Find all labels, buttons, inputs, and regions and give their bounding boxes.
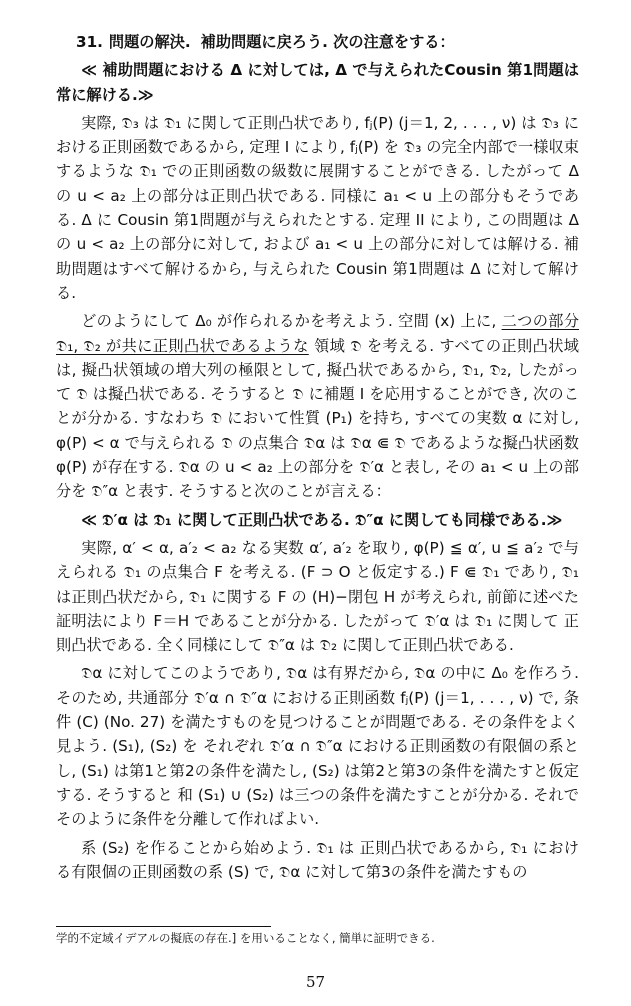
section-title: 問題の解決. [108, 33, 191, 51]
paragraph-text: どのようにして Δ₀ が作られるかを考えよう. 空間 (x) 上に, [81, 312, 502, 331]
paragraph-text: 領域 𝔇 を考える. すべての正則凸状域は, 擬凸状領域の増大列の極限として, 擬凸状であるから, 𝔇₁, 𝔇₂, したがって 𝔇 は擬凸状である. そうすると 𝔇 に補題 I を応用することができ, 次のことが分かる. すなわち 𝔇 において性質 (P₁) を持ち, すべての実数 α に対し, φ(P) < α で与えられる 𝔇 の点集合 𝔇α は 𝔇α ⋐ 𝔇 であるような擬凸状函数 φ(P) が存在する. 𝔇α の u < a₂ 上の部分を 𝔇′α と表し, その a₁ < u 上の部分を 𝔇″α と表す. そうすると次のことが言える： [56, 336, 579, 501]
underlined-phrase: 二つの部分 𝔇₁, 𝔇₂ が共に正則凸状であるような [56, 312, 580, 355]
section-subtitle: 補助問題に戻ろう. 次の注意をする： [200, 33, 455, 51]
page-number: 57 [305, 973, 326, 991]
claim-paragraph: ≪ 𝔇′α は 𝔇₁ に関して正則凸状である. 𝔇″α に関しても同様である.≫ [81, 510, 563, 529]
body-paragraph: 𝔇α に対してこのようであり, 𝔇α は有界だから, 𝔇α の中に Δ₀ を作ろう. そのため, 共通部分 𝔇′α ∩ 𝔇″α における正則函数 fⱼ(P) (j＝1, . . . , ν) で, 条件 (C) (No. 27) を満たすものを見つけることが問題である. その条件をよく見よう. (S₁), (S₂) を それぞれ 𝔇′α ∩ 𝔇″α における正則函数の有限個の系とし, (S₁) は第1と第2の条件を満たし, (S₂) は第2と第3の条件を満たすと仮定する. そうすると 和 (S₁) ∪ (S₂) は三つの条件を満たすことが分かる. それでそのように条件を分離して作ればよい. [56, 664, 579, 829]
section-number: 31. [76, 33, 103, 51]
footnote: 学的不定域イデアルの擬底の存在.] を用いることなく, 簡単に証明できる. [56, 931, 435, 945]
body-paragraph [56, 309, 579, 503]
body-paragraph: 系 (S₂) を作ることから始めよう. 𝔇₁ は 正則凸状であるから, 𝔇₁ における有限個の正則函数の系 (S) で, 𝔇α に対して第3の条件を満たすもの [56, 838, 579, 881]
section-heading [76, 30, 579, 54]
body-paragraph: 実際, 𝔇₃ は 𝔇₁ に関して正則凸状であり, fⱼ(P) (j＝1, 2, . . . , ν) は 𝔇₃ における正則函数であるから, 定理 I により, fⱼ(P) を 𝔇₃ の完全内部で一様収束するような 𝔇₁ での正則函数の級数に展開することができる. したがって Δ の u < a₂ 上の部分は正則凸状である. 同様に a₁ < u 上の部分もそうである. Δ に Cousin 第1問題が与えられたとする. 定理 II により, この問題は Δ の u < a₂ 上の部分に対して, および a₁ < u 上の部分に対しては解ける. 補助問題はすべて解けるから, 与えられた Cousin 第1問題は Δ に対して解ける. [56, 113, 579, 302]
claim-paragraph: ≪ 補助問題における Δ に対しては, Δ で与えられたCousin 第1問題は常に解ける.≫ [56, 61, 579, 104]
footnote-divider [56, 926, 271, 927]
body-paragraph: 実際, α′ < α, a′₂ < a₂ なる実数 α′, a′₂ を取り, φ(P) ≦ α′, u ≦ a′₂ で与えられる 𝔇₁ の点集合 F を考える. (F ⊃ O と仮定する.) F ⋐ 𝔇₁ であり, 𝔇₁ は正則凸状だから, 𝔇₁ に関する F の (H)−閉包 H が考えられ, 前節に述べた証明法により F＝H であることが分かる. したがって 𝔇′α は 𝔇₁ に関して 正則凸状である. 全く同様にして 𝔇″α は 𝔇₂ に関して正則凸状である. [56, 538, 579, 655]
